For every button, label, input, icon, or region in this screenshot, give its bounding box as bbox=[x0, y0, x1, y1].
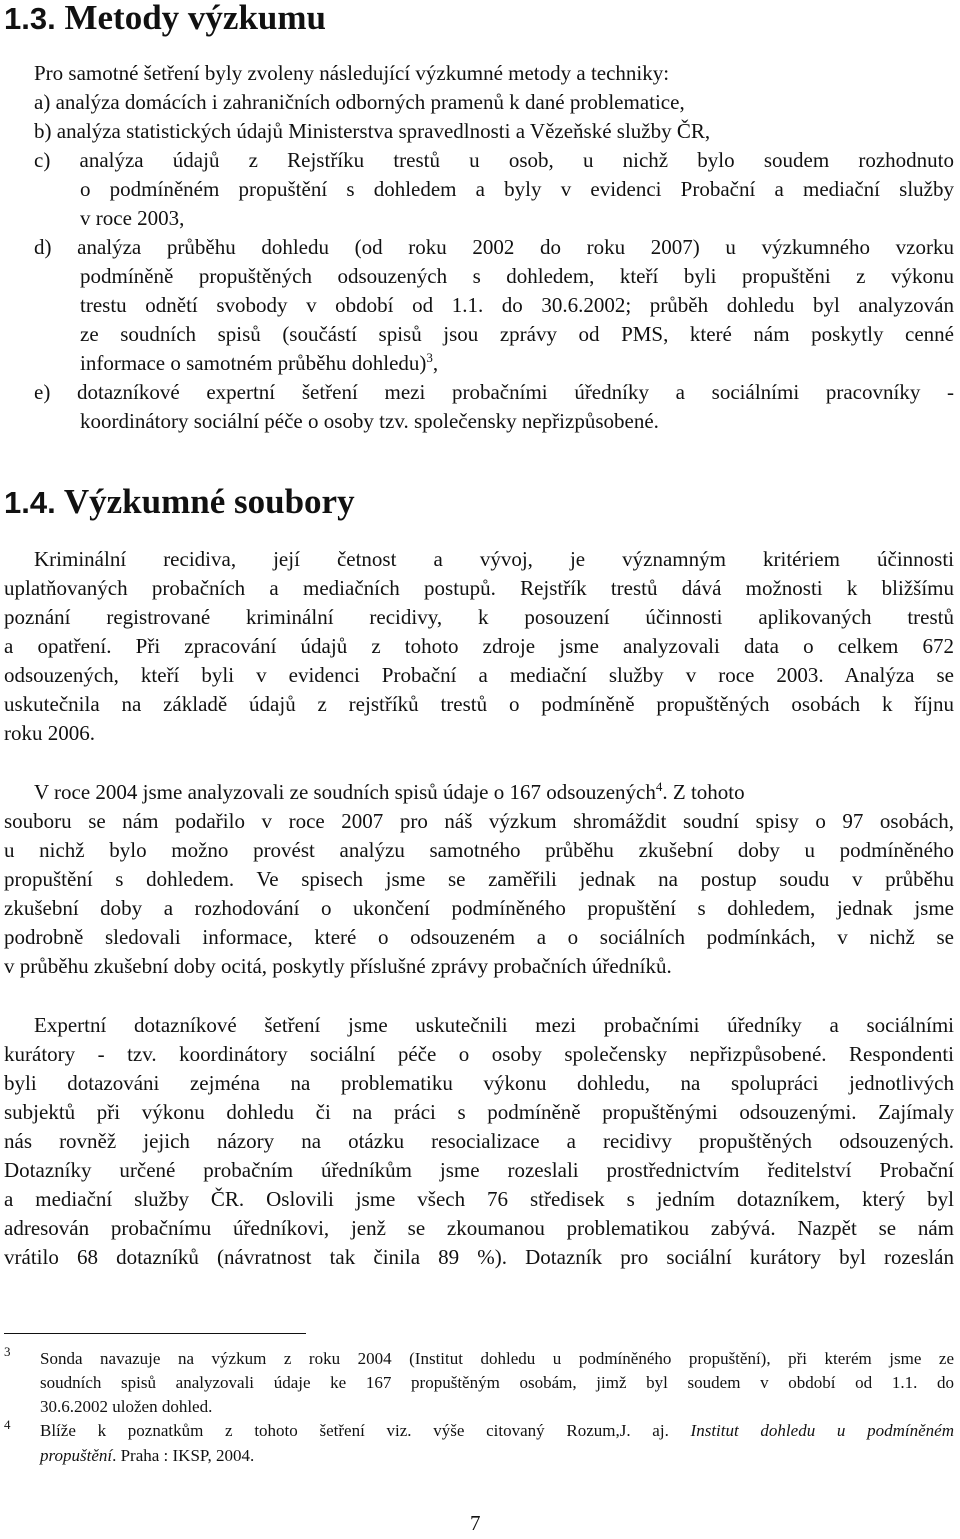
footnote-separator bbox=[4, 1333, 306, 1334]
paragraph-3-line5: nás rovněž jejich názory na otázku resocializace a recidivy propuštěných odsouzených. bbox=[4, 1129, 954, 1153]
paragraph-1-line6: uskutečnila na základě údajů z rejstříků trestů o podmíněně propuštěných osobách k říjnu bbox=[4, 692, 954, 716]
footnote-ref-4[interactable]: 4 bbox=[655, 779, 663, 794]
footnote-3-line3: 30.6.2002 uložen dohled. bbox=[40, 1397, 213, 1416]
paragraph-3-line3: byli dotazováni zejména na problematiku výkonu dohledu, na spolupráci jednotlivých bbox=[4, 1071, 954, 1095]
paragraph-2-line7: v průběhu zkušební doby ocitá, poskytly příslušné zprávy probačních úředníků. bbox=[4, 954, 672, 978]
footnote-3-line2: soudních spisů analyzovali údaje ke 167 propuštěným osobám, jimž byl soudem v období od 1.1. do bbox=[40, 1373, 954, 1392]
footnote-3-line1: Sonda navazuje na výzkum z roku 2004 (Institut dohledu u podmíněného propuštění), při kterém jsme ze bbox=[40, 1349, 954, 1368]
method-item-c-line2: o podmíněném propuštění s dohledem a byly v evidenci Probační a mediační služby bbox=[80, 177, 954, 201]
method-item-e-line1: e) dotazníkové expertní šetření mezi probačními úředníky a sociálními pracovníky - bbox=[34, 380, 954, 404]
methods-intro: Pro samotné šetření byly zvoleny následující výzkumné metody a techniky: bbox=[34, 61, 670, 85]
paragraph-1-line5: odsouzených, kteří byli v evidenci Probační a mediační služby v roce 2003. Analýza se bbox=[4, 663, 954, 687]
paragraph-3-line4: subjektů při výkonu dohledu či na práci s podmíněně propuštěnými odsouzenými. Zajímaly bbox=[4, 1100, 954, 1124]
paragraph-3-line9: vrátilo 68 dotazníků (návratnost tak činila 89 %). Dotazník pro sociální kurátory byl rozeslán bbox=[4, 1245, 954, 1269]
section-heading-research-samples bbox=[4, 484, 355, 521]
footnote-4-line2: propuštění. Praha : IKSP, 2004. bbox=[40, 1446, 255, 1465]
method-item-d-line4: ze soudních spisů (součástí spisů jsou zprávy od PMS, které nám poskytly cenné bbox=[80, 322, 954, 346]
method-item-d-line5: informace o samotném průběhu dohledu)$^3$, bbox=[80, 350, 439, 375]
footnote-mark-4: 4 bbox=[4, 1417, 11, 1432]
paragraph-1-line3: poznání registrované kriminální recidivy, k posouzení účinnosti aplikovaných trestů bbox=[4, 605, 954, 629]
method-item-d-line2: podmíněně propuštěných odsouzených s dohledem, kteří byli propuštěni z výkonu bbox=[80, 264, 954, 288]
paragraph-2-line3: u nichž bylo možno provést analýzu samotného průběhu zkušební doby u podmíněného bbox=[4, 838, 954, 862]
page-number: 7 bbox=[470, 1511, 481, 1535]
footnote-mark-3: 3 bbox=[4, 1344, 11, 1359]
section-number: 1.4. bbox=[4, 485, 56, 520]
footnote-ref-3[interactable]: 3 bbox=[426, 350, 433, 365]
paragraph-2-line2: souboru se nám podařilo v roce 2007 pro náš výzkum shromáždit soudní spisy o 97 osobách, bbox=[4, 809, 954, 833]
section-number: 1.3. bbox=[4, 1, 56, 36]
section-heading-methods bbox=[4, 0, 326, 37]
paragraph-1-line7: roku 2006. bbox=[4, 721, 95, 745]
paragraph-1-line1: Kriminální recidiva, její četnost a vývoj, je významným kritériem účinnosti bbox=[34, 547, 954, 571]
method-item-a: a) analýza domácích i zahraničních odborných pramenů k dané problematice, bbox=[34, 90, 685, 114]
paragraph-3-line2: kurátory - tzv. koordinátory sociální péče o osoby společensky nepřizpůsobené. Respondenti bbox=[4, 1042, 954, 1066]
paragraph-2-line4: propuštění s dohledem. Ve spisech jsme se zaměřili jednak na postup soudu v průběhu bbox=[4, 867, 954, 891]
footnote-4-line1: Blíže k poznatkům z tohoto šetření viz. výše citovaný Rozum,J. aj. Institut dohledu u podmíněném bbox=[40, 1421, 954, 1440]
section-title: Metody výzkumu bbox=[64, 0, 326, 37]
paragraph-2-line1: V roce 2004 jsme analyzovali ze soudních spisů údaje o 167 odsouzených$^4$. Z tohoto bbox=[34, 779, 745, 804]
method-item-e-line2: koordinátory sociální péče o osoby tzv. společensky nepřizpůsobené. bbox=[80, 409, 659, 433]
paragraph-3-line7: a mediační služby ČR. Oslovili jsme všech 76 středisek s jedním dotazníkem, který byl bbox=[4, 1187, 954, 1211]
method-item-b: b) analýza statistických údajů Ministerstva spravedlnosti a Vězeňské služby ČR, bbox=[34, 119, 711, 143]
section-title: Výzkumné soubory bbox=[63, 482, 355, 521]
paragraph-2-line6: podrobně sledovali informace, které o odsouzeném a o sociálních podmínkách, v nichž se bbox=[4, 925, 954, 949]
method-item-c-line3: v roce 2003, bbox=[80, 206, 185, 230]
paragraph-1-line4: a opatření. Při zpracování údajů z tohoto zdroje jsme analyzovali data o celkem 672 bbox=[4, 634, 954, 658]
method-item-d-line1: d) analýza průběhu dohledu (od roku 2002 do roku 2007) u výzkumného vzorku bbox=[34, 235, 954, 259]
paragraph-1-line2: uplatňovaných probačních a mediačních postupů. Rejstřík trestů dává možnosti k bližšímu bbox=[4, 576, 954, 600]
paragraph-2-line5: zkušební doby a rozhodování o ukončení podmíněného propuštění s dohledem, jednak jsme bbox=[4, 896, 954, 920]
method-item-c-line1: c) analýza údajů z Rejstříku trestů u osob, u nichž bylo soudem rozhodnuto bbox=[34, 148, 954, 172]
method-item-d-line3: trestu odnětí svobody v období od 1.1. do 30.6.2002; průběh dohledu byl analyzován bbox=[80, 293, 954, 317]
paragraph-3-line8: adresován probačnímu úředníkovi, jenž se zkoumanou problematikou zabývá. Nazpět se nám bbox=[4, 1216, 954, 1240]
paragraph-3-line1: Expertní dotazníkové šetření jsme uskutečnili mezi probačními úředníky a sociálními bbox=[34, 1013, 954, 1037]
paragraph-3-line6: Dotazníky určené probačním úředníkům jsme rozeslali prostřednictvím ředitelství Probační bbox=[4, 1158, 954, 1182]
